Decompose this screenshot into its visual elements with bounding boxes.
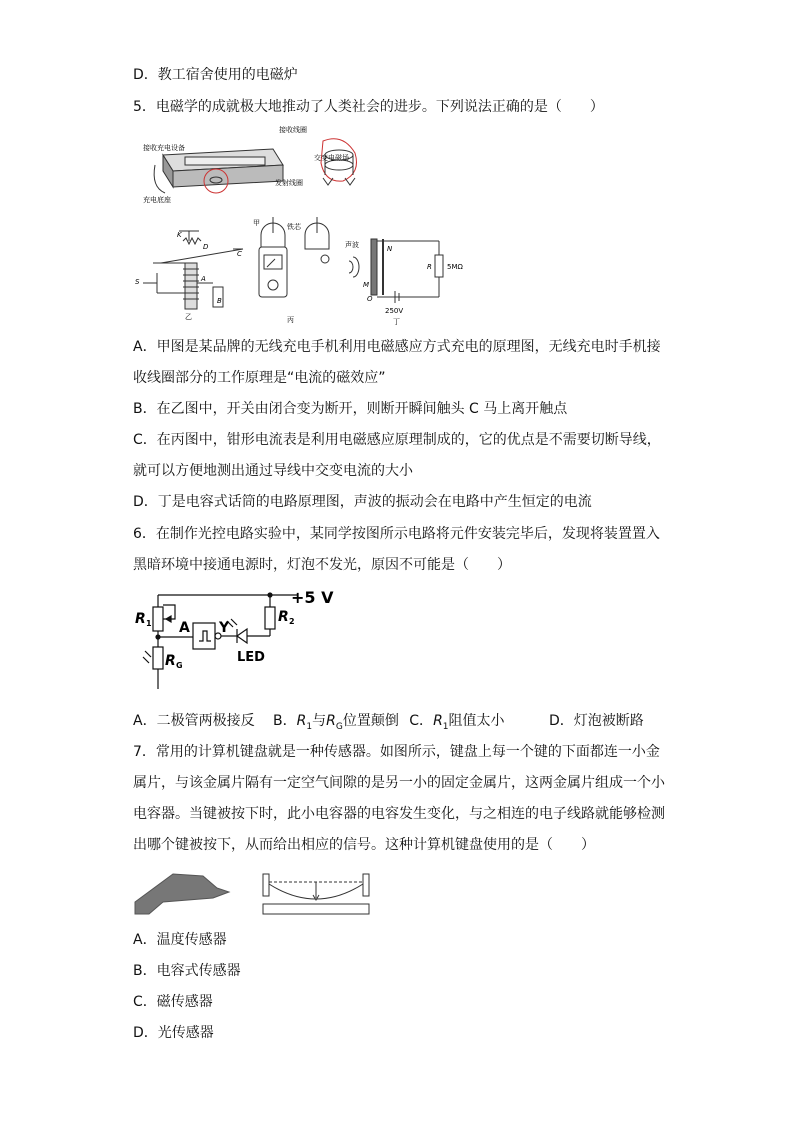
q7-option-c: C．磁传感器 [133, 994, 213, 1010]
q5-stem: 5．电磁学的成就极大地推动了人类社会的进步。下列说法正确的是（ ） [133, 99, 604, 115]
q5-option-c-line2: 就可以方便地测出通过导线中交变电流的大小 [133, 463, 413, 479]
label-bing: 丙 [287, 316, 294, 324]
capacitor-plates [263, 874, 369, 914]
q7-stem-line2: 属片，与该金属片隔有一定空气间隙的是另一小的固定金属片，这两金属片组成一个小 [133, 775, 665, 791]
q6-stem-line1: 6．在制作光控电路实验中，某同学按图所示电路将元件安装完毕后，发现将装置置入 [133, 526, 660, 542]
q6-option-b-r1: R [296, 713, 307, 729]
label-M: M [363, 281, 370, 289]
label-RG: R [165, 653, 176, 669]
q7-option-b: B．电容式传感器 [133, 963, 241, 979]
q7-stem-line3: 电容器。当键被按下时，此小电容器的电容发生变化，与之相连的电子线路就能够检测 [133, 806, 665, 822]
label-B: B [217, 297, 222, 305]
q6-circuit-figure [133, 585, 353, 695]
q6-option-b-rg: R [326, 713, 336, 729]
label-O: O [367, 295, 373, 303]
q6-option-d: D．灯泡被断路 [548, 713, 644, 729]
label-S: S [135, 278, 140, 286]
q6-option-c-r1-sub: 1 [442, 721, 449, 732]
label-K: K [177, 231, 182, 239]
q6-option-c-prefix: C． [409, 713, 434, 729]
q6-stem-line2: 黑暗环境中接通电源时，灯泡不发光，原因不可能是（ ） [133, 557, 511, 573]
q7-stem-line4: 出哪个键被按下，从而给出相应的信号。这种计算机键盘使用的是（ ） [133, 837, 595, 853]
figure-yi [143, 231, 243, 309]
q6-option-a: A．二极管两极接反 [133, 713, 255, 729]
label-yi: 乙 [185, 313, 192, 321]
label-A: A [179, 620, 190, 636]
label-R2-sub: 2 [289, 617, 295, 626]
label-R1-sub: 1 [146, 619, 152, 628]
label-A: A [201, 275, 206, 283]
label-base: 充电底座 [143, 196, 171, 204]
label-receive-device: 接收充电设备 [143, 144, 185, 152]
label-C: C [237, 250, 242, 258]
label-5M: 5MΩ [447, 263, 463, 271]
label-5v: +5 V [291, 588, 334, 607]
label-tiexin: 铁芯 [287, 223, 301, 231]
q5-option-c-line1: C．在丙图中，钳形电流表是利用电磁感应原理制成的，它的优点是不需要切断导线， [133, 432, 661, 448]
q6-option-b-rg-sub: G [335, 721, 343, 732]
q5-option-a-line1: A．甲图是某品牌的无线充电手机利用电磁感应方式充电的原理图，无线充电时手机接 [133, 339, 661, 355]
q6-option-b-r1-sub: 1 [306, 721, 313, 732]
q6-option-b-mid: 与 [312, 713, 327, 729]
label-jia: 甲 [253, 219, 260, 227]
label-Y: Y [219, 620, 230, 636]
figure-ding [349, 239, 443, 303]
q6-option-c-r1: R [433, 713, 443, 729]
label-250V: 250V [385, 307, 404, 315]
label-ding: 丁 [393, 318, 400, 326]
q7-option-a: A．温度传感器 [133, 932, 227, 948]
q6-option-b-post: 位置颠倒 [342, 713, 399, 729]
q5-option-b: B．在乙图中，开关由闭合变为断开，则断开瞬间触头 C 马上离开触点 [133, 401, 568, 417]
q4-option-d: D．教工宿舍使用的电磁炉 [133, 67, 298, 83]
q7-stem-line1: 7．常用的计算机键盘就是一种传感器。如图所示，键盘上每一个键的下面都连一小金 [133, 744, 660, 760]
label-ac-field: 交变电磁场 [314, 154, 349, 162]
q6-options [133, 711, 644, 737]
q5-option-d: D．丁是电容式话筒的电路原理图，声波的振动会在电路中产生恒定的电流 [133, 494, 592, 510]
q6-option-c-post: 阻值太小 [448, 713, 505, 729]
label-R: R [427, 263, 432, 271]
label-N: N [387, 245, 393, 253]
q5-option-a-line2: 收线圈部分的工作原理是“电流的磁效应” [133, 370, 386, 386]
key-shape [135, 874, 229, 914]
label-R1: R [135, 611, 146, 627]
label-emit-coil: 发射线圈 [275, 179, 303, 187]
label-receive-coil: 接收线圈 [279, 126, 307, 134]
q7-figure [133, 870, 373, 920]
q7-option-d: D．光传感器 [133, 1025, 214, 1041]
q6-option-b-prefix: B． [273, 713, 297, 729]
label-LED: LED [237, 650, 265, 665]
label-D: D [203, 243, 209, 251]
label-R2: R [278, 609, 289, 625]
label-shengbo: 声波 [345, 241, 359, 249]
label-RG-sub: G [176, 661, 183, 670]
q5-figure [133, 123, 463, 333]
